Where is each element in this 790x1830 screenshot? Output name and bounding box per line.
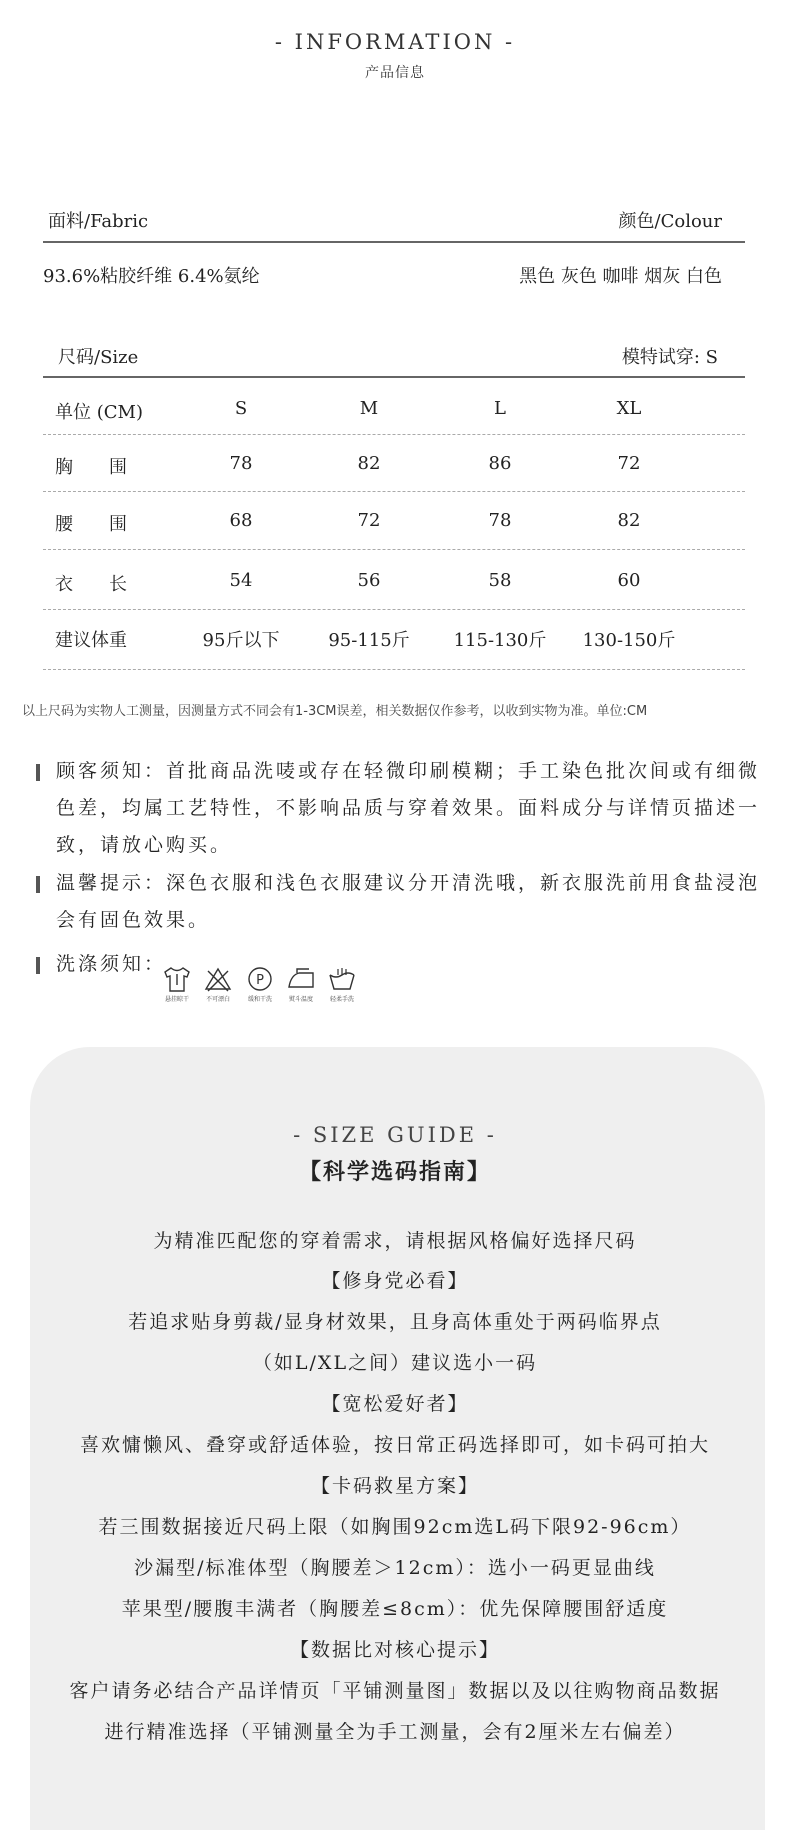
row-divider <box>43 434 745 435</box>
size-divider <box>43 376 745 378</box>
table-cell: 78 <box>488 510 512 531</box>
notice-bullet <box>36 764 40 781</box>
iron-low-icon <box>285 965 317 993</box>
wash-caption: 熨斗温度 <box>288 996 313 1003</box>
wash-icon-item <box>198 965 238 1003</box>
colour-options: 黑色 灰色 咖啡 烟灰 白色 <box>519 266 722 287</box>
table-cell: 95斤以下 <box>202 630 280 651</box>
row-label-waist: 腰 围 <box>55 514 127 535</box>
wash-icon-item <box>157 965 197 1003</box>
model-fit-note: 模特试穿: S <box>621 347 718 368</box>
table-cell: 56 <box>357 570 381 591</box>
table-cell: 78 <box>229 453 253 474</box>
column-header-xl: XL <box>616 398 642 419</box>
fabric-composition: 93.6%粘胶纤维 6.4%氨纶 <box>43 266 260 287</box>
table-cell: 68 <box>229 510 253 531</box>
row-label-weight: 建议体重 <box>55 630 127 651</box>
guide-subtitle: 【科学选码指南】 <box>298 1159 491 1185</box>
measurement-footnote: 以上尺码为实物人工测量，因测量方式不同会有1-3CM误差，相关数据仅作参考，以收到实物为准。单位:CM <box>22 704 648 719</box>
table-cell: 86 <box>488 453 512 474</box>
wash-label: 洗涤须知： <box>56 953 167 975</box>
row-label-chest: 胸 围 <box>55 457 127 478</box>
info-title: - INFORMATION - <box>274 30 516 54</box>
guide-heading: 【数据比对核心提示】 <box>289 1639 500 1661</box>
table-cell: 82 <box>617 510 641 531</box>
fabric-divider <box>43 241 745 243</box>
wash-caption: 不可漂白 <box>205 996 230 1003</box>
wash-icon-item <box>281 965 321 1003</box>
table-cell: 58 <box>488 570 512 591</box>
table-cell: 130-150斤 <box>582 630 676 651</box>
column-header-m: M <box>359 398 379 419</box>
unit-header: 单位 (CM) <box>55 402 143 423</box>
column-header-l: L <box>494 398 506 419</box>
guide-heading: 【卡码救星方案】 <box>310 1475 479 1497</box>
column-header-s: S <box>234 398 248 419</box>
guide-line: 若三围数据接近尺码上限（如胸围92cm选L码下限92-96cm） <box>98 1516 692 1538</box>
row-label-length: 衣 长 <box>55 574 127 595</box>
hang-dry-icon <box>161 965 193 993</box>
guide-line: 喜欢慵懒风、叠穿或舒适体验，按日常正码选择即可，如卡码可拍大 <box>79 1434 710 1456</box>
table-cell: 72 <box>617 453 641 474</box>
colour-label: 颜色/Colour <box>618 211 722 232</box>
wash-icon-item <box>240 965 280 1003</box>
notice-bullet <box>36 876 40 893</box>
guide-line: 进行精准选择（平铺测量全为手工测量，会有2厘米左右偏差） <box>104 1721 686 1743</box>
notice-bullet <box>36 957 40 974</box>
wash-icon-item <box>322 965 362 1003</box>
wash-caption: 悬挂晾干 <box>164 996 189 1003</box>
size-label: 尺码/Size <box>58 347 139 368</box>
guide-line: 沙漏型/标准体型（胸腰差＞12cm）：选小一码更显曲线 <box>134 1557 656 1579</box>
guide-line: 为精准匹配您的穿着需求，请根据风格偏好选择尺码 <box>153 1230 637 1252</box>
dry-clean-p-icon <box>244 965 276 993</box>
table-cell: 95-115斤 <box>328 630 410 651</box>
fabric-label: 面料/Fabric <box>48 211 149 232</box>
guide-heading: 【宽松爱好者】 <box>321 1393 469 1415</box>
table-cell: 54 <box>229 570 253 591</box>
row-divider <box>43 549 745 550</box>
table-cell: 82 <box>357 453 381 474</box>
guide-line: 若追求贴身剪裁/显身材效果，且身高体重处于两码临界点 <box>128 1311 662 1333</box>
table-cell: 115-130斤 <box>453 630 547 651</box>
guide-heading: 【修身党必看】 <box>321 1270 469 1292</box>
table-cell: 60 <box>617 570 641 591</box>
wash-caption: 轻柔手洗 <box>329 996 354 1003</box>
guide-title: - SIZE GUIDE - <box>293 1123 497 1147</box>
row-divider <box>43 609 745 610</box>
table-cell: 72 <box>357 510 381 531</box>
guide-line: 苹果型/腰腹丰满者（胸腰差≤8cm）：优先保障腰围舒适度 <box>121 1598 669 1620</box>
info-subtitle: 产品信息 <box>365 65 425 81</box>
no-bleach-icon <box>202 965 234 993</box>
care-tip: 温馨提示：深色衣服和浅色衣服建议分开清洗哦，新衣服洗前用食盐浸泡会有固色效果。 <box>56 872 761 931</box>
row-divider <box>43 669 745 670</box>
customer-notice: 顾客须知：首批商品洗唛或存在轻微印刷模糊；手工染色批次间或有细微色差，均属工艺特性，不影响品质与穿着效果。面料成分与详情页描述一致，请放心购买。 <box>56 760 761 856</box>
guide-line: （如L/XL之间）建议选小一码 <box>252 1352 538 1374</box>
row-divider <box>43 491 745 492</box>
guide-line: 客户请务必结合产品详情页「平铺测量图」数据以及以往购物商品数据 <box>69 1680 721 1702</box>
svg-text:P: P <box>256 973 264 988</box>
wash-caption: 缓和干洗 <box>247 996 272 1003</box>
hand-wash-icon <box>326 965 358 993</box>
